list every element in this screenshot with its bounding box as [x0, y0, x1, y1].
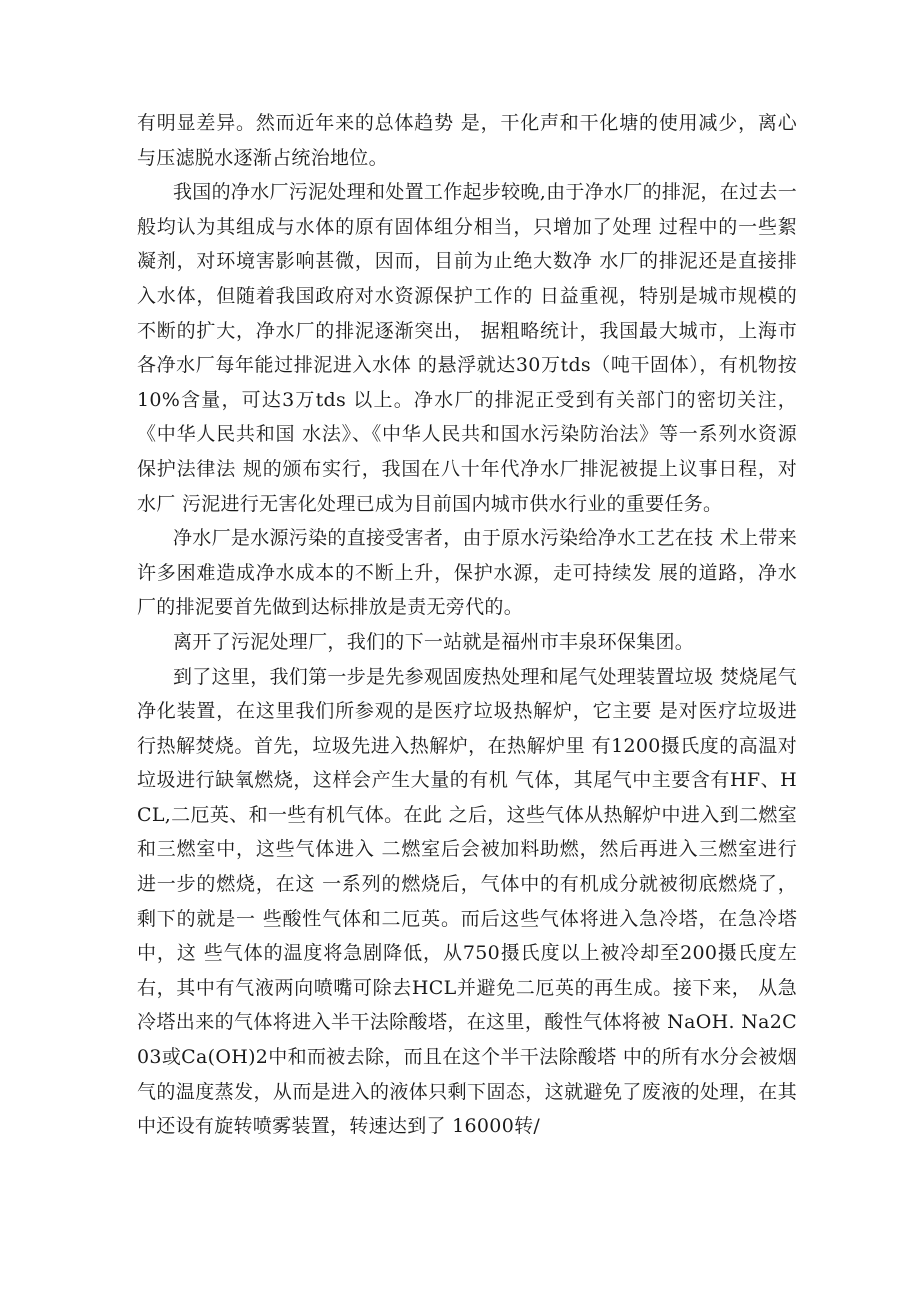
paragraph-4: 离开了污泥处理厂，我们的下一站就是福州市丰泉环保集团。: [173, 630, 695, 653]
paragraph-3: 净水厂是水源污染的直接受害者，由于原水污染给净水工艺在技 术上带来许多困难造成净水成本的不断上升，保护水源，走可持续发 展的道路，净水厂的排泥要首先做到达标排放是责无旁代的。: [137, 527, 797, 619]
paragraph-1: 有明显差异。然而近年来的总体趋势 是，干化声和干化塘的使用减少，离心与压滤脱水逐渐占统治地位。: [137, 112, 797, 169]
paragraph-2: 我国的净水厂污泥处理和处置工作起步较晚,由于净水厂的排泥，在过去一般均认为其组成与水体的原有固体组分相当，只增加了处理 过程中的一些絮凝剂，对环境害影响甚微，因而，目前为止绝大数净 水厂的排泥还是直接排入水体，但随着我国政府对水资源保护工作的 日益重视，特别是城市规模的不断的扩大，净水厂的排泥逐渐突出， 据粗略统计，我国最大城市，上海市各净水厂每年能过排泥进入水体 的悬浮就达30万tds（吨干固体），有机物按10%含量，可达3万tds 以上。净水厂的排泥正受到有关部门的密切关注，《中华人民共和国 水法》、《中华人民共和国水污染防治法》等一系列水资源保护法律法 规的颁布实行，我国在八十年代净水厂排泥被提上议事日程，对水厂 污泥进行无害化处理已成为目前国内城市供水行业的重要任务。: [137, 181, 797, 515]
document-body: [137, 106, 797, 1144]
paragraph-5: 到了这里，我们第一步是先参观固废热处理和尾气处理装置垃圾 焚烧尾气净化装置，在这里我们所参观的是医疗垃圾热解炉，它主要 是对医疗垃圾进行热解焚烧。首先，垃圾先进入热解炉，在热解炉里 有1200摄氏度的高温对垃圾进行缺氧燃烧，这样会产生大量的有机 气体，其尾气中主要含有HF、HCL,二厄英、和一些有机气体。在此 之后，这些气体从热解炉中进入到二燃室和三燃室中，这些气体进入 二燃室后会被加料助燃，然后再进入三燃室进行进一步的燃烧，在这 一系列的燃烧后，气体中的有机成分就被彻底燃烧了，剩下的就是一 些酸性气体和二厄英。而后这些气体将进入急冷塔，在急冷塔中，这 些气体的温度将急剧降低，从750摄氏度以上被冷却至200摄氏度左 右，其中有气液两向喷嘴可除去HCL并避免二厄英的再生成。接下来， 从急冷塔出来的气体将进入半干法除酸塔，在这里，酸性气体将被 NaOH. Na2C03或Ca(OH)2中和而被去除，而且在这个半干法除酸塔 中的所有水分会被烟气的温度蒸发，从而是进入的液体只剩下固态，这就避免了废液的处理，在其中还设有旋转喷雾装置，转速达到了 16000转/: [137, 665, 797, 1138]
